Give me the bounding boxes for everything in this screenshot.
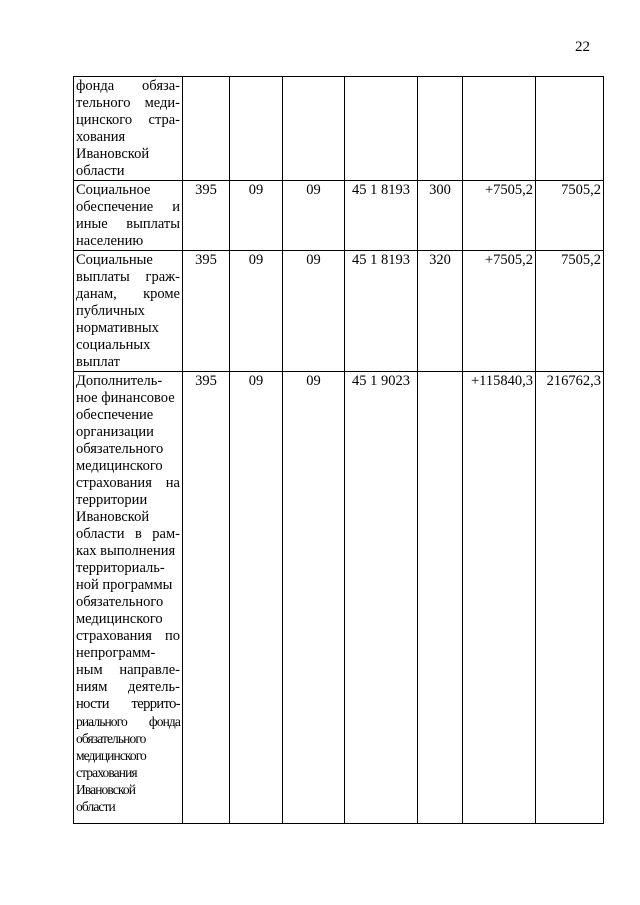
name-line: области — [76, 163, 125, 179]
change-cell: +115840,3 — [463, 372, 536, 824]
name-line: данам, кроме — [76, 286, 180, 302]
name-line: выплат — [76, 354, 120, 370]
type-cell: 300 — [418, 181, 463, 251]
name-line: нормативных — [76, 320, 159, 336]
name-line: области в рам- — [76, 526, 180, 542]
name-line: Дополнитель- — [76, 373, 163, 389]
name-line: риального фонда — [76, 714, 180, 729]
name-line: области — [76, 799, 115, 814]
total-cell: 7505,2 — [536, 251, 604, 372]
name-line: Ивановской — [76, 146, 150, 162]
subsection-cell — [283, 77, 345, 181]
type-cell: 320 — [418, 251, 463, 372]
row-name-cell — [74, 251, 183, 372]
name-line: Ивановской — [76, 509, 150, 525]
name-line: обязательного — [76, 441, 164, 457]
name-line: обязательного — [76, 594, 164, 610]
name-line: Ивановской — [76, 782, 136, 797]
name-line: Социальное — [76, 182, 151, 198]
name-line: тельного меди- — [76, 95, 180, 111]
change-cell: +7505,2 — [463, 251, 536, 372]
name-line: хования — [76, 129, 126, 145]
name-line: населению — [76, 233, 144, 249]
subsection-cell: 09 — [283, 181, 345, 251]
code-cell — [183, 77, 230, 181]
name-line: ной программы — [76, 577, 173, 593]
target-cell: 45 1 8193 — [345, 251, 418, 372]
name-line: непрограмм- — [76, 645, 156, 661]
page-number: 22 — [575, 39, 590, 55]
name-line: ниям деятель- — [76, 679, 180, 695]
section-cell — [230, 77, 283, 181]
table-row — [74, 181, 604, 251]
budget-table — [73, 76, 604, 824]
table-row — [74, 251, 604, 372]
code-cell: 395 — [183, 372, 230, 824]
target-cell: 45 1 9023 — [345, 372, 418, 824]
name-line: ности террито- — [76, 696, 180, 712]
name-line: иные выплаты — [76, 216, 180, 232]
name-line: выплаты граж- — [76, 269, 180, 285]
name-line: Социальные — [76, 252, 153, 268]
name-line: цинского стра- — [76, 112, 180, 128]
subsection-cell: 09 — [283, 251, 345, 372]
name-line: ное финансовое — [76, 390, 175, 406]
section-cell: 09 — [230, 181, 283, 251]
section-cell: 09 — [230, 372, 283, 824]
name-line: фонда обяза- — [76, 78, 180, 94]
name-line: публичных — [76, 303, 145, 319]
type-cell — [418, 77, 463, 181]
subsection-cell: 09 — [283, 372, 345, 824]
name-line: обеспечение и — [76, 199, 180, 215]
name-line: обязательного — [76, 731, 146, 746]
name-line: ках выполнения — [76, 543, 176, 559]
name-line: страхования на — [76, 475, 180, 491]
change-cell: +7505,2 — [463, 181, 536, 251]
name-line: территориаль- — [76, 560, 165, 576]
name-line: организации — [76, 424, 154, 440]
total-cell: 7505,2 — [536, 181, 604, 251]
target-cell — [345, 77, 418, 181]
total-cell: 216762,3 — [536, 372, 604, 824]
name-line: медицинского — [76, 748, 146, 763]
target-cell: 45 1 8193 — [345, 181, 418, 251]
name-line: обеспечение — [76, 407, 154, 423]
code-cell: 395 — [183, 251, 230, 372]
total-cell — [536, 77, 604, 181]
type-cell — [418, 372, 463, 824]
name-line: ным направле- — [76, 662, 180, 678]
section-cell: 09 — [230, 251, 283, 372]
name-line: страхования — [76, 765, 137, 780]
table-row — [74, 372, 604, 824]
name-line: страхования по — [76, 628, 180, 644]
table-row — [74, 77, 604, 181]
code-cell: 395 — [183, 181, 230, 251]
row-name-cell — [74, 181, 183, 251]
name-line: медицинского — [76, 611, 163, 627]
name-line: медицинского — [76, 458, 163, 474]
row-name-cell — [74, 77, 183, 181]
row-name-cell — [74, 372, 183, 824]
name-line: социальных — [76, 337, 151, 353]
name-line: территории — [76, 492, 148, 508]
change-cell — [463, 77, 536, 181]
